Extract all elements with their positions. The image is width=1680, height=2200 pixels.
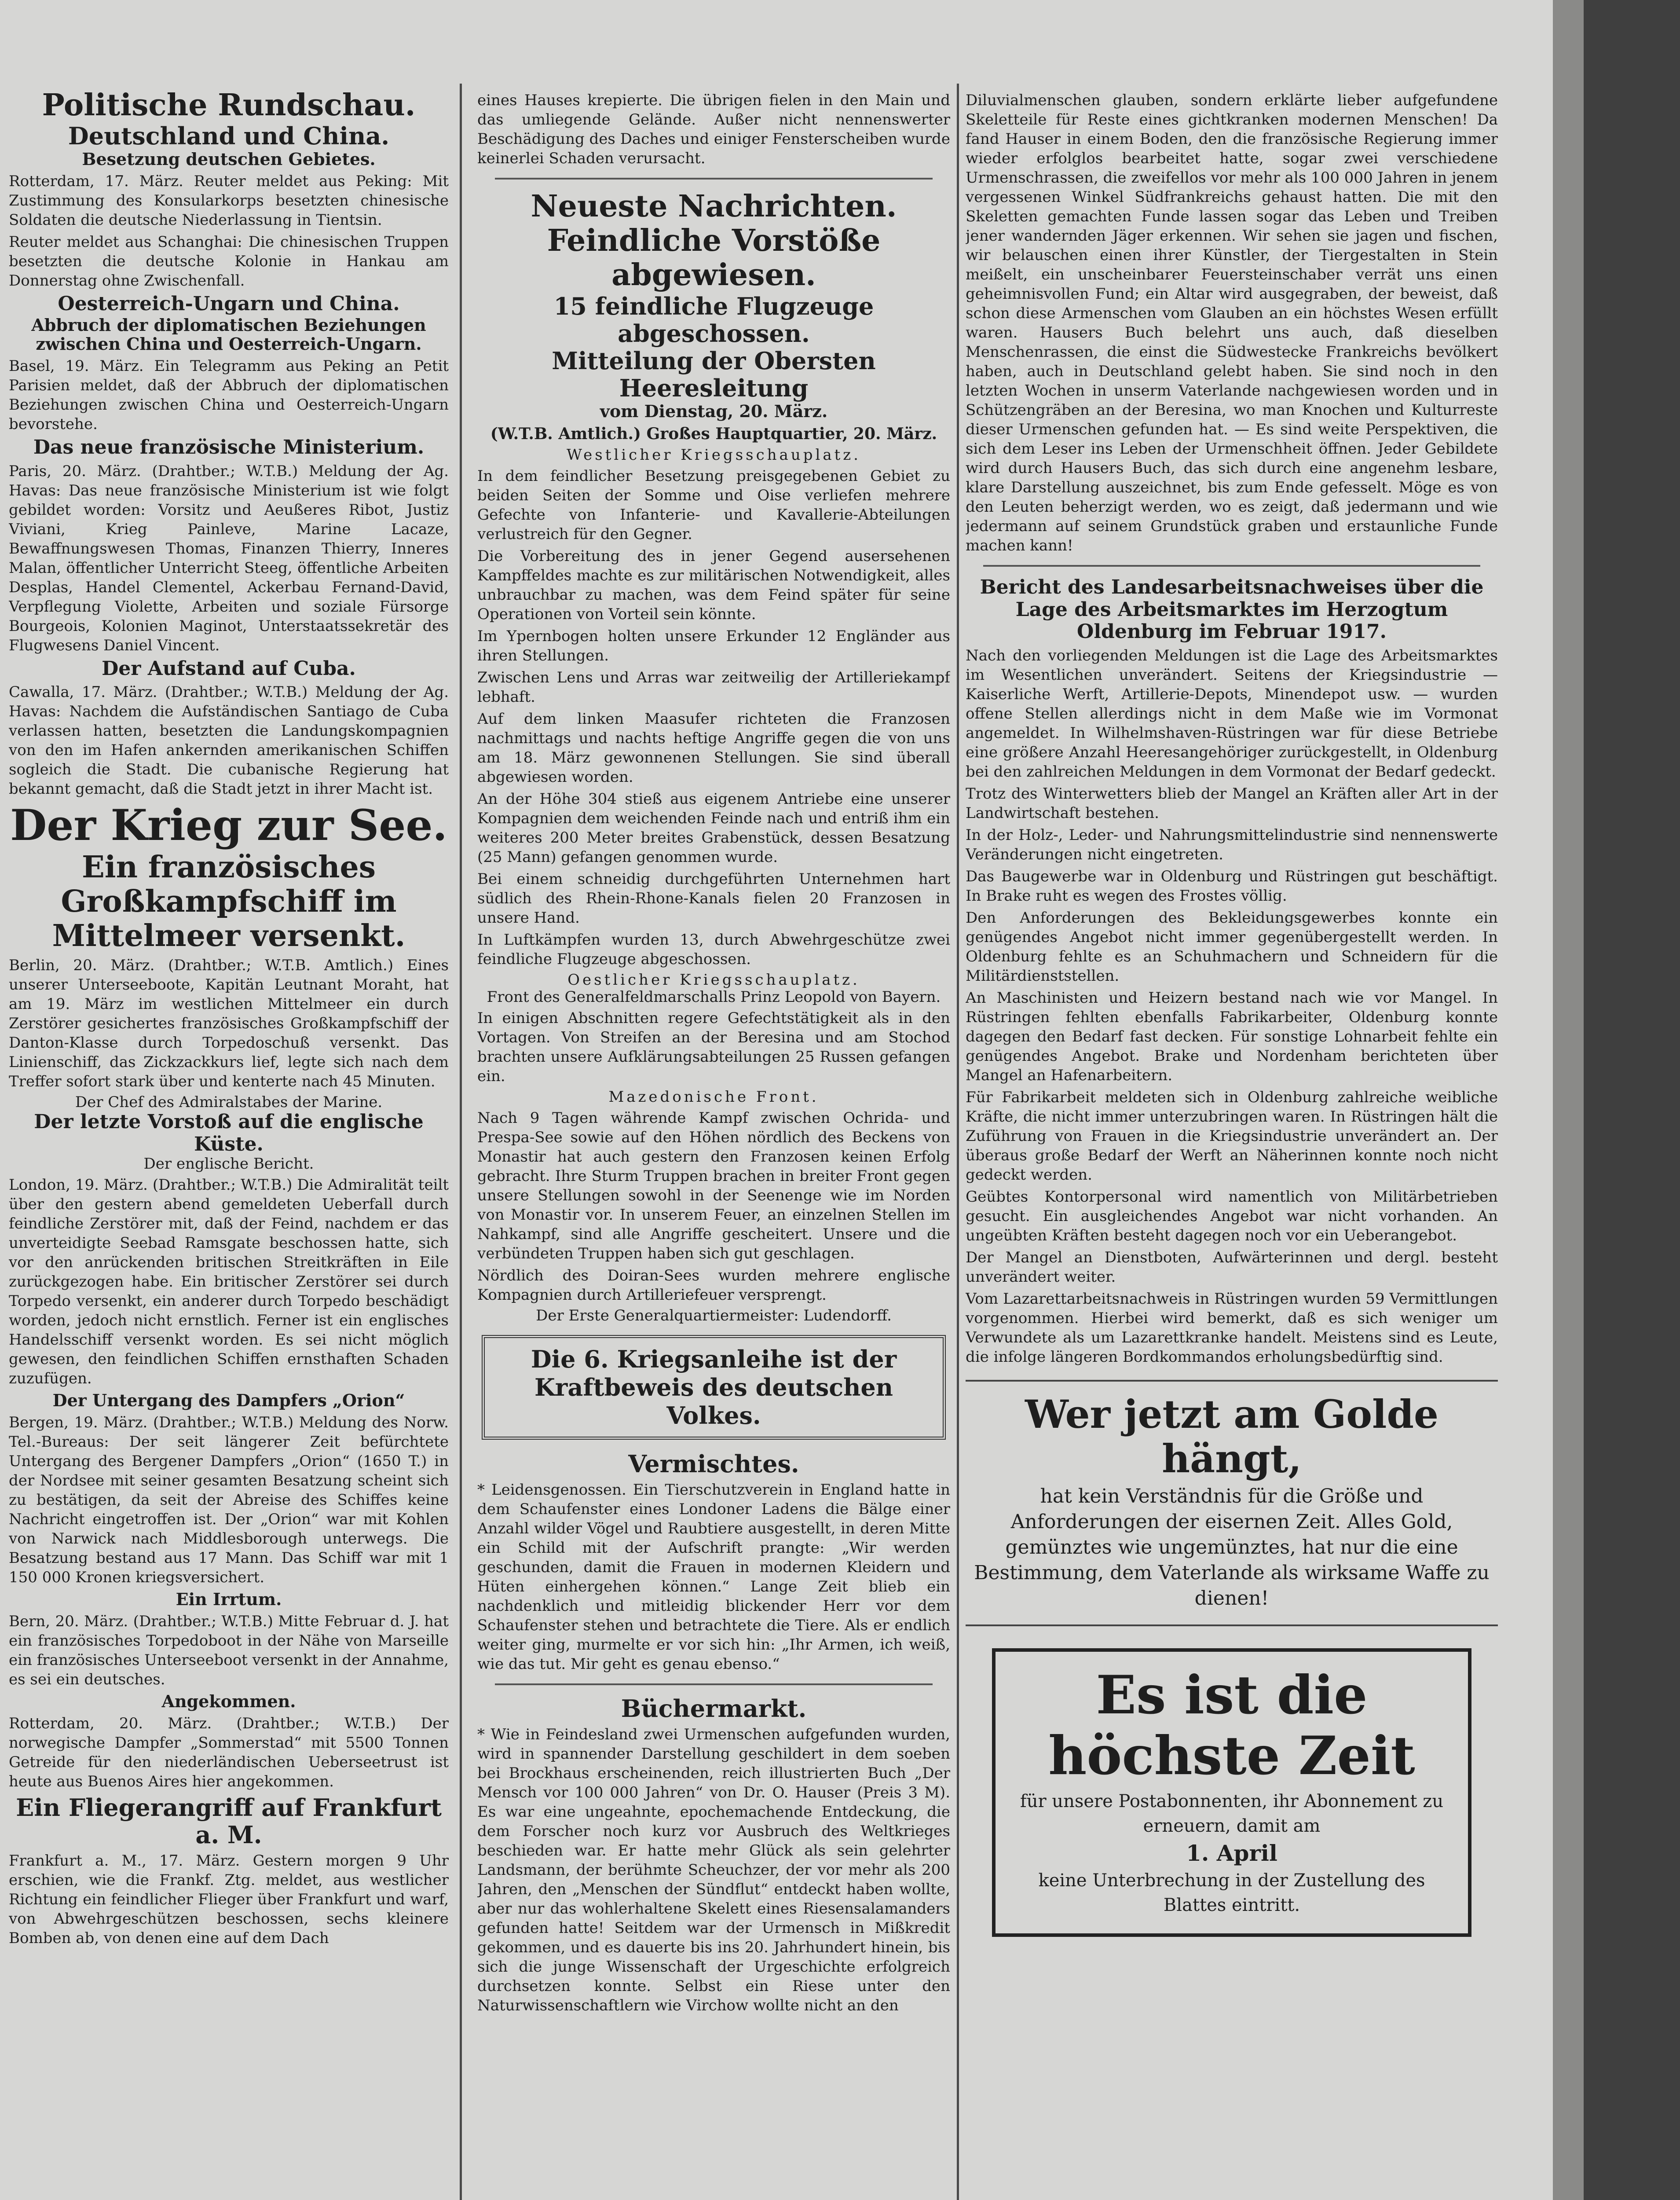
article-paragraph: London, 19. März. (Drahtber.; W.T.B.) Die Admiralität teilt über den gestern abend gemeldeten Ueberfall durch feindliche Zerstörer mit, daß der Feind, nachdem er das unverteidigte Seebad Ramsgate beschossen hatte, sich vor den anrückenden britischen Streitkräften in Eile zurückgezogen habe. Ein britischer Zerstörer sei durch Torpedo versenkt, ein anderer durch Torpedo beschädigt worden, jedoch nicht ernstlich. Ferner ist ein englisches Handelsschiff versenkt worden. Es sei nicht möglich gewesen, den feindlichen Schiffen ernsthaften Schaden zuzufügen. <box>9 1176 449 1388</box>
subscription-notice-ad <box>992 1648 1471 1937</box>
article-paragraph: In einigen Abschnitten regere Gefechtstätigkeit als in den Vortagen. Von Streifen an der Beresina und am Stochod brachten unsere Aufklärungsabteilungen 25 Russen gefangen ein. <box>477 1009 950 1085</box>
article-paragraph: Rotterdam, 17. März. Reuter meldet aus Peking: Mit Zustimmung des Konsularkorps besetzten chinesische Soldaten die deutsche Niederlassung in Tientsin. <box>9 172 449 229</box>
article-paragraph: Paris, 20. März. (Drahtber.; W.T.B.) Meldung der Ag. Havas: Das neue französische Ministerium ist wie folgt gebildet worden: Vorsitz und Aeußeres Ribot, Justiz Viviani, Krieg Painleve, Marine Lacaze, Bewaffnungswesen Thomas, Finanzen Thierry, Inneres Malan, öffentlicher Unterricht Steeg, öffentliche Arbeiten Desplas, Handel Clementel, Ackerbau Fernand-David, Verpflegung Violette, Arbeiten und soziale Fürsorge Bourgeois, Kolonien Maginot, Unterstaatssekretär des Flugwesens Daniel Vincent. <box>9 462 449 654</box>
article-title: Oesterreich-Ungarn und China. <box>58 292 400 315</box>
article-paragraph: Frankfurt a. M., 17. März. Gestern morgen 9 Uhr erschien, wie die Frankf. Ztg. meldet, aus westlicher Richtung ein feindlicher Flieger über Frankfurt und warf, von Abwehrgeschützen beschossen, sechs kleinere Bomben ab, von denen eine auf dem Dach <box>9 1852 449 1947</box>
department-heading: Vermischtes. <box>628 1450 799 1478</box>
article-paragraph: Trotz des Winterwetters blieb der Mangel an Kräften aller Art in der Landwirtschaft bestehen. <box>966 785 1498 822</box>
column-right <box>966 88 1498 2200</box>
gold-appeal-ad <box>966 1380 1498 1626</box>
ad-headline: Wer jetzt am Golde hängt, <box>1025 1391 1438 1481</box>
article-paragraph: Das Baugewerbe war in Oldenburg und Rüstringen gut beschäftigt. In Brake ruht es wegen des Frostes völlig. <box>966 867 1498 905</box>
article-paragraph: In der Holz-, Leder- und Nahrungsmittelindustrie sind nennenswerte Veränderungen nicht eingetreten. <box>966 826 1498 863</box>
ad-headline: Es ist die höchste Zeit <box>1048 1664 1415 1787</box>
article-paragraph: Nördlich des Doiran-Sees wurden mehrere englische Kompagnien durch Artilleriefeuer versprengt. <box>477 1267 950 1304</box>
article-title: Das neue französische Ministerium. <box>33 436 425 458</box>
article-paragraph: Geübtes Kontorpersonal wird namentlich von Militärbetrieben gesucht. Ein ausgleichendes Angebot war nicht vorhanden. An ungeübten Kräften besteht dagegen noch vor ein Ueberangebot. <box>966 1188 1498 1244</box>
news-headline: Mitteilung der Obersten Heeresleitung <box>552 346 876 402</box>
article-title: Der Untergang des Dampfers „Orion“ <box>52 1390 405 1411</box>
article-paragraph: Für Fabrikarbeit meldeten sich in Oldenburg zahlreiche weibliche Kräfte, die nicht immer unterzubringen waren. In Rüstringen hält die Zuführung von Frauen in die Kriegsindustrie unverändert an. Der überaus große Bedarf der Werft an Näherinnen konnte noch nicht gedeckt werden. <box>966 1088 1498 1184</box>
section-subtitle: Front des Generalfeldmarschalls Prinz Leopold von Bayern. <box>487 988 941 1006</box>
signature: Der Chef des Admiralstabes der Marine. <box>75 1093 383 1111</box>
war-headline: Der Krieg zur See. <box>10 800 447 851</box>
article-paragraph: Bei einem schneidig durchgeführten Unternehmen hart südlich des Rhein-Rhone-Kanals fielen 20 Franzosen in unsere Hand. <box>477 870 950 927</box>
article-subtitle: Besetzung deutschen Gebietes. <box>82 149 376 169</box>
dateline: (W.T.B. Amtlich.) Großes Hauptquartier, 20. März. <box>490 424 937 443</box>
war-subheadline: Ein französisches Großkampfschiff im Mittelmeer versenkt. <box>52 849 406 953</box>
column-left <box>9 88 449 2200</box>
article-title: Der Aufstand auf Cuba. <box>102 657 356 680</box>
article-paragraph: An der Höhe 304 stieß aus eigenem Antriebe eine unserer Kompagnien dem weichenden Feinde nach und entriß ihm ein weiteres 200 Meter breites Grabenstück, dessen Besatzung (25 Mann) gefangen genommen wurde. <box>477 790 950 866</box>
article-paragraph: Reuter meldet aus Schanghai: Die chinesischen Truppen besetzten die deutsche Kolonie in Hankau am Donnerstag ohne Zwischenfall. <box>9 233 449 290</box>
article-paragraph: Den Anforderungen des Bekleidungsgewerbes konnte ein genügendes Angebot nicht immer gegenübergestellt werden. In Oldenburg fehlte es an Schuhmachern und Schneidern für die Militärdienststellen. <box>966 909 1498 985</box>
department-heading: Neueste Nachrichten. <box>531 189 897 224</box>
column-rule <box>460 84 462 2200</box>
article-paragraph: Bergen, 19. März. (Drahtber.; W.T.B.) Meldung des Norw. Tel.-Bureaus: Der seit längerer Zeit befürchtete Untergang des Bergener Dampfers „Orion“ (1650 T.) in der Nordsee mit seiner gesamten Besatzung scheint sich zu bestätigen, da seit der Abreise des Schiffes keine Nachricht eingetroffen ist. Der „Orion“ war mit Kohlen von Narwick nach Middlesborough unterwegs. Die Besatzung bestand aus 17 Mann. Das Schiff war mit 1 150 000 Kronen kriegsversichert. <box>9 1414 449 1587</box>
section-title: Oestlicher Kriegsschauplatz. <box>567 971 860 989</box>
ad-text: hat kein Verständnis für die Größe und Anforderungen der eisernen Zeit. Alles Gold, gemünztes wie ungemünztes, hat nur die eine Bestimmung, dem Vaterlande als wirksame Waffe zu dienen! <box>974 1485 1490 1610</box>
article-paragraph: Rotterdam, 20. März. (Drahtber.; W.T.B.) Der norwegische Dampfer „Sommerstad“ mit 5500 Tonnen Getreide für den niederländischen Ueberseetrust ist heute aus Buenos Aires hier angekommen. <box>9 1714 449 1790</box>
article-paragraph: Cawalla, 17. März. (Drahtber.; W.T.B.) Meldung der Ag. Havas: Nachdem die Aufständischen Santiago de Cuba verlassen hatten, besetzten die Landungskompagnien von den im Hafen ankernden amerikanischen Schiffen sogleich die Stadt. Die cubanische Regierung hat bekannt gemacht, daß die Stadt jetzt in ihrer Macht ist. <box>9 683 449 798</box>
ad-text: für unsere Postabonnenten, ihr Abonnement zu erneuern, damit am <box>1020 1791 1444 1837</box>
article-paragraph: Auf dem linken Maasufer richteten die Franzosen nachmittags und nachts heftige Angriffe gegen die von uns am 18. März gewonnenen Stellungen. Sie sind überall abgewiesen worden. <box>477 710 950 786</box>
article-paragraph: Der Mangel an Dienstboten, Aufwärterinnen und dergl. besteht unverändert weiter. <box>966 1248 1498 1286</box>
article-paragraph: Berlin, 20. März. (Drahtber.; W.T.B. Amtlich.) Eines unserer Unterseeboote, Kapitän Leutnant Moraht, hat am 19. März im westlichen Mittelmeer ein durch Zerstörer gesichertes französisches Großkampfschiff der Danton-Klasse durch Torpedoschuß versenkt. Das Linienschiff, das Zickzackkurs lief, legte sich nach dem Treffer sofort stark über und kenterte nach 45 Minuten. <box>9 957 449 1091</box>
article-paragraph: eines Hauses krepierte. Die übrigen fielen in den Main und das umliegende Gelände. Außer nicht nennenswerter Beschädigung des Daches und einiger Fensterscheiben wurde keinerlei Schaden verursacht. <box>477 92 950 167</box>
article-paragraph: * Wie in Feindesland zwei Urmenschen aufgefunden wurden, wird in spannender Darstellung geschildert in dem soeben bei Brockhaus erscheinenden, reich illustrierten Buch „Der Mensch vor 100 000 Jahren“ von Dr. O. Hauser (Preis 3 M). Es war eine ungeahnte, epochemachende Entdeckung, die dem Forscher noch kurz vor Ausbruch des Weltkrieges beschieden war. Er hatte mehr Glück als sein gelehrter Landsmann, der berühmte Scheuchzer, der vor mehr als 200 Jahren, den „Menschen der Sündflut“ entdeckt haben wollte, aber nur das wohlerhaltene Skelett eines Riesensalamanders gefunden hatte! Seitdem war der Urmensch in Mißkredit gekommen, und es dauerte bis ins 20. Jahrhundert hinein, bis sich die junge Wissenschaft der Urgeschichte erfolgreich durchsetzen konnte. Selbst ein Riese unter den Naturwissenschaftlern wie Virchow wollte nicht an den <box>477 1726 950 2015</box>
article-paragraph: Diluvialmenschen glauben, sondern erklärte lieber aufgefundene Skeletteile für Reste eines gichtkranken modernen Menschen! Da fand Hauser in einem Boden, den die französische Regierung immer wieder erfolglos bearbeitet hatte, sogar zwei verschiedene Urmenschrassen, die zweifellos vor mehr als 100 000 Jahren in jenem vergessenen Winkel Südfrankreichs gehaust hatten. Die mit den Skeletten gemachten Funde lassen sogar das Leben und Treiben jener wandernden Jäger erkennen. Wir sehen sie jagen und fischen, wir belauschen einen ihrer Künstler, der Tiergestalten in Stein meißelt, ein unscheinbarer Feuersteinschaber verrät uns einen geheimnisvollen Fund; ein Altar wird ausgegraben, der beweist, daß schon diese Armenschen vom Glauben an ein höchstes Wesen erfüllt waren. Hausers Buch belehrt uns auch, daß dieselben Menschenrassen, die einst die Südwestecke Frankreichs bevölkert haben, auch in Deutschland gelebt haben. Sie sind noch in den letzten Wochen in unserm Vaterlande nachgewiesen worden und in Schützengräben an der Beresina, wo man Knochen und Kulturreste dieser Urmenschen gefunden hat. — Es sind weite Perspektiven, die sich dem Leser ins Leben der Urmenschheit öffnen. Jeder Gebildete wird durch Hausers Buch, das sich durch eine angenehm lesbare, klare Darstellung auszeichnet, bis zum Ende gefesselt. Möge es von den Leuten beherzigt werden, wo es zeigt, daß jedermann und wie jedermann auf seinem Grundstück graben und erstaunliche Funde machen kann! <box>966 92 1498 554</box>
war-loan-notice: Die 6. Kriegsanleihe ist der Kraftbeweis des deutschen Volkes. <box>482 1335 946 1440</box>
article-paragraph: Basel, 19. März. Ein Telegramm aus Peking an Petit Parisien meldet, daß der Abbruch der diplomatischen Beziehungen zwischen China und Oesterreich-Ungarn bevorstehe. <box>9 357 449 433</box>
article-title: Ein Irrtum. <box>176 1589 282 1610</box>
divider <box>495 1683 933 1685</box>
article-paragraph: Vom Lazarettarbeitsnachweis in Rüstringen wurden 59 Vermittlungen vorgenommen. Hierbei wird bemerkt, daß es sich weniger um Verwundete als um Lazarettkranke handelt. Meistens sind es Leute, die infolge längeren Bordkommandos erholungsbedürftig sind. <box>966 1290 1498 1366</box>
divider <box>983 565 1480 567</box>
article-paragraph: Zwischen Lens und Arras war zeitweilig der Artilleriekampf lebhaft. <box>477 668 950 706</box>
article-paragraph: * Leidensgenossen. Ein Tierschutzverein in England hatte in dem Schaufenster eines Londoner Ladens die Bälge einer Anzahl wilder Vögel und Raubtiere ausgestellt, in deren Mitte ein Schild mit der Aufschrift prangte: „Wir werden geschunden, damit die Frauen in modernen Kleidern und Hüten einhergehen können.“ Lange Zeit blieb ein nachdenklich und mitleidig blickender Herr vor dem Schaufenster stehen und betrachtete die Tiere. Als er endlich weiter ging, murmelte er vor sich hin: „Ihr Armen, ich weiß, wie das tut. Mir geht es genau ebenso.“ <box>477 1481 950 1673</box>
article-paragraph: An Maschinisten und Heizern bestand nach wie vor Mangel. In Rüstringen fehlten ebenfalls Fabrikarbeiter, Oldenburg konnte dagegen den Bedarf fast decken. Für sonstige Lohnarbeit fehlte ein genügendes Angebot. Brake und Nordenham berichteten über Mangel an Hafenarbeitern. <box>966 989 1498 1084</box>
news-headline: Feindliche Vorstöße abgewiesen. <box>547 223 881 293</box>
article-title: Angekommen. <box>161 1691 296 1711</box>
article-paragraph: Im Ypernbogen holten unsere Erkunder 12 Engländer aus ihren Stellungen. <box>477 627 950 664</box>
column-middle <box>477 88 950 2200</box>
signature: Der Erste Generalquartiermeister: Ludendorff. <box>536 1307 892 1324</box>
section-title: Mazedonische Front. <box>608 1088 819 1106</box>
department-heading: Politische Rundschau. <box>42 88 416 123</box>
column-rule <box>957 84 959 2200</box>
ad-text: keine Unterbrechung in der Zustellung des Blattes eintritt. <box>1038 1870 1425 1916</box>
article-paragraph: Die Vorbereitung des in jener Gegend ausersehenen Kampffeldes machte es zur militärischen Notwendigkeit, alles unbrauchbar zu machen, was dem Feind später für seine Operationen von Vorteil sein könnte. <box>477 547 950 623</box>
article-paragraph: Nach 9 Tagen währende Kampf zwischen Ochrida- und Prespa-See sowie auf den Höhen nördlich des Beckens von Monastir hat auch gestern den Franzosen keinen Erfolg gebracht. Ihre Sturm Truppen brachen in breiter Front gegen unsere Stellungen sowohl in der Seenenge wie im Norden von Monastir vor. In unserem Feuer, an einzelnen Stellen im Nahkampf, sind alle Angriffe gescheitert. Unsere und die verbündeten Truppen haben sich gut geschlagen. <box>477 1109 950 1262</box>
news-subheadline: vom Dienstag, 20. März. <box>600 401 828 421</box>
section-title: Westlicher Kriegsschauplatz. <box>567 446 861 464</box>
report-title: Bericht des Landesarbeitsnachweises über die Lage des Arbeitsmarktes im Herzogtum Oldenburg im Februar 1917. <box>980 576 1484 643</box>
article-title: Ein Fliegerangriff auf Frankfurt a. M. <box>16 1793 442 1849</box>
article-subtitle: Der englische Bericht. <box>143 1155 314 1173</box>
article-title: Der letzte Vorstoß auf die englische Küste. <box>34 1111 424 1155</box>
article-paragraph: Nach den vorliegenden Meldungen ist die Lage des Arbeitsmarktes im Wesentlichen unverändert. Seitens der Kriegsindustrie — Kaiserliche Werft, Artillerie-Depots, Minendepot usw. — wurden offene Stellen allerdings nicht in dem Maße wie im Vormonat angemeldet. In Wilhelmshaven-Rüstringen war für diese Betriebe eine größere Anzahl Heeresangehöriger zurückgestellt, in Oldenburg bei den zahlreichen Meldungen in dem Vormonat der Bedarf gedeckt. <box>966 646 1498 781</box>
article-paragraph: In dem feindlicher Besetzung preisgegebenen Gebiet zu beiden Seiten der Somme und Oise verliefen mehrere Gefechte von Infanterie- und Kavallerie-Abteilungen verlustreich für den Gegner. <box>477 467 950 543</box>
news-headline: 15 feindliche Flugzeuge abgeschossen. <box>553 292 874 348</box>
page-edge <box>1553 0 1584 2200</box>
article-subtitle: Abbruch der diplomatischen Beziehungen zwischen China und Oesterreich-Ungarn. <box>31 315 426 354</box>
article-paragraph: Bern, 20. März. (Drahtber.; W.T.B.) Mitte Februar d. J. hat ein französisches Torpedoboot in der Nähe von Marseille ein französisches Unterseeboot versenkt in der Annahme, es sei ein deutsches. <box>9 1612 449 1688</box>
article-title: Deutschland und China. <box>68 122 390 150</box>
article-paragraph: In Luftkämpfen wurden 13, durch Abwehrgeschütze zwei feindliche Flugzeuge abgeschossen. <box>477 931 950 968</box>
department-heading: Büchermarkt. <box>621 1694 807 1723</box>
ad-date: 1. April <box>1186 1840 1277 1866</box>
divider <box>495 178 933 180</box>
